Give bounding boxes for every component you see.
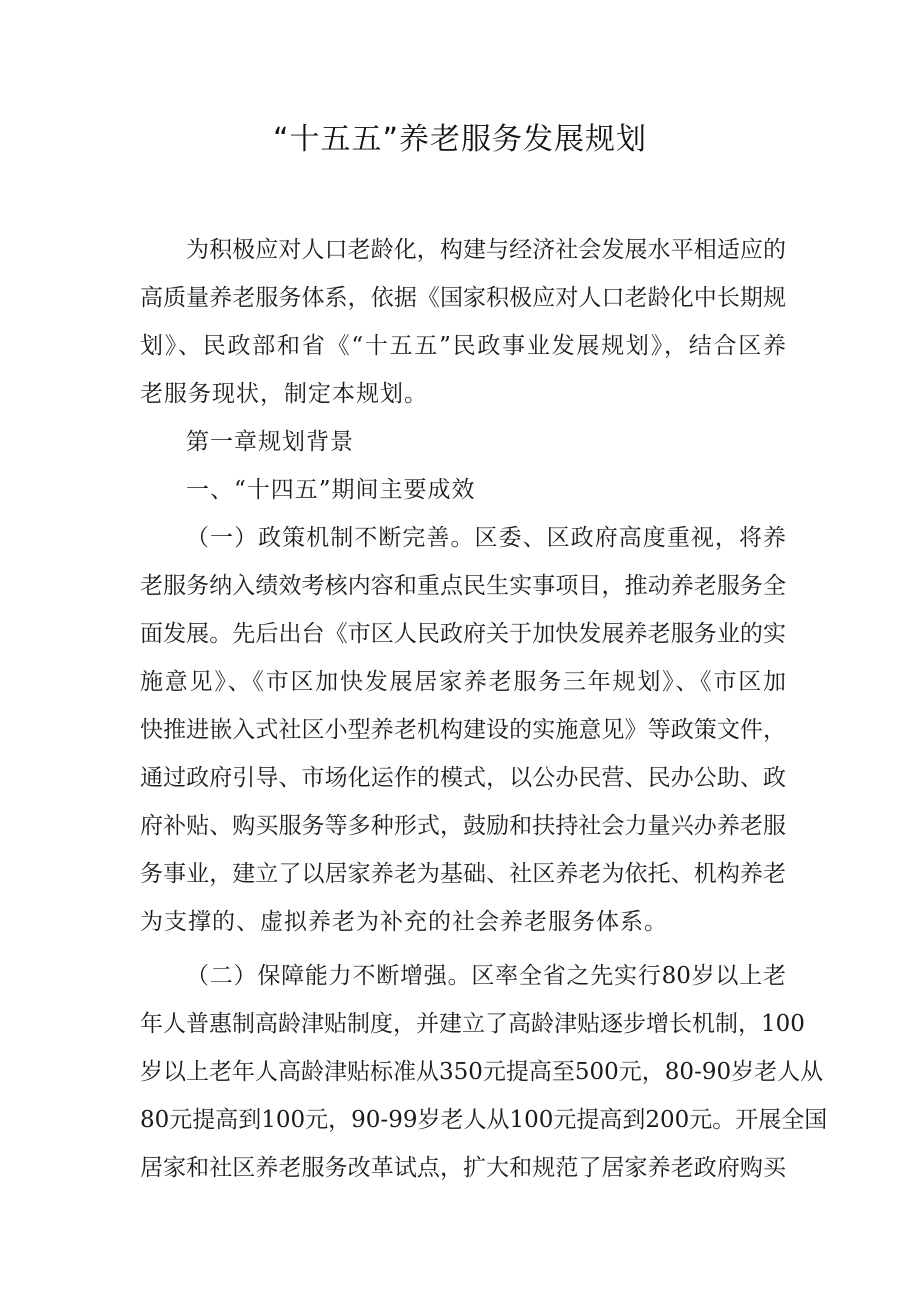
chapter-heading	[140, 418, 786, 466]
guarantee-paragraph	[140, 952, 828, 1192]
paragraph-line: （一）政策机制不断完善。区委、区政府高度重视，将养	[186, 525, 786, 551]
intro-line: 为积极应对人口老龄化，构建与经济社会发展水平相适应的	[186, 237, 786, 263]
paragraph-line: 通过政府引导、市场化运作的模式，以公办民营、民办公助、政	[140, 765, 786, 791]
paragraph-line: 施意见》、《市区加快发展居家养老服务三年规划》、《市区加	[140, 669, 786, 695]
paragraph-line: （二）保障能力不断增强。区率全省之先实行80岁以上老	[186, 963, 786, 989]
paragraph-line: 80元提高到100元，90-99岁老人从100元提高到200元。开展全国	[140, 1107, 828, 1133]
intro-line: 划》、民政部和省《“十五五”民政事业发展规划》，结合区养	[140, 333, 786, 359]
paragraph-line: 府补贴、购买服务等多种形式，鼓励和扶持社会力量兴办养老服	[140, 813, 786, 839]
section-heading	[140, 466, 786, 514]
chapter-heading-text: 第一章规划背景	[186, 429, 354, 455]
paragraph-line: 快推进嵌入式社区小型养老机构建设的实施意见》等政策文件，	[140, 717, 786, 743]
paragraph-line: 居家和社区养老服务改革试点，扩大和规范了居家养老政府购买	[140, 1155, 786, 1181]
paragraph-line: 年人普惠制高龄津贴制度，并建立了高龄津贴逐步增长机制，100	[140, 1011, 805, 1037]
paragraph-line: 为支撑的、虚拟养老为补充的社会养老服务体系。	[140, 909, 668, 935]
paragraph-line: 务事业，建立了以居家养老为基础、社区养老为依托、机构养老	[140, 861, 786, 887]
policy-paragraph	[140, 514, 786, 946]
intro-paragraph	[140, 226, 786, 418]
paragraph-line: 岁以上老年人高龄津贴标准从350元提高至500元，80-90岁老人从	[140, 1059, 824, 1085]
intro-line: 高质量养老服务体系，依据《国家积极应对人口老龄化中长期规	[140, 285, 786, 311]
intro-line: 老服务现状，制定本规划。	[140, 381, 428, 407]
section-heading-text: 一、“十四五”期间主要成效	[186, 477, 476, 503]
paragraph-line: 老服务纳入绩效考核内容和重点民生实事项目，推动养老服务全	[140, 573, 786, 599]
document-title: “十五五”养老服务发展规划	[272, 122, 648, 157]
paragraph-line: 面发展。先后出台《市区人民政府关于加快发展养老服务业的实	[140, 621, 786, 647]
